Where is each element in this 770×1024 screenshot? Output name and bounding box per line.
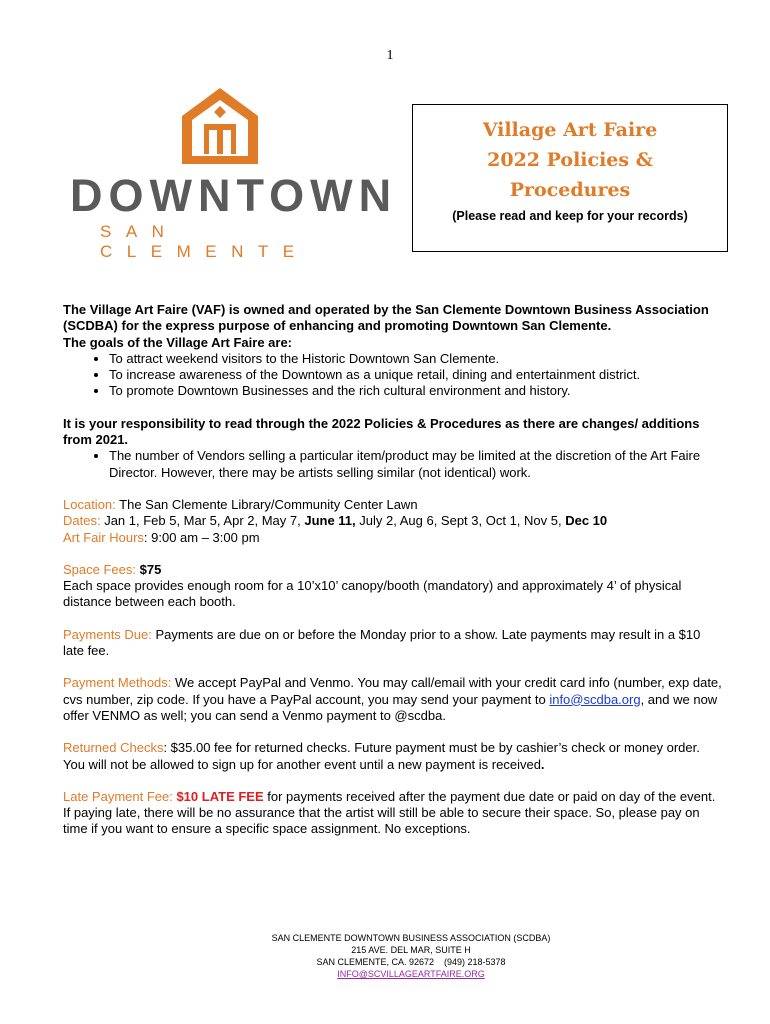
location-line: Location: The San Clemente Library/Community Center Lawn [63,496,418,512]
changes-list [63,448,723,481]
downtown-logo [70,88,398,261]
footer-email-link[interactable]: INFO@SCVILLAGEARTFAIRE.ORG [337,969,485,979]
email-link[interactable]: info@scdba.org [549,691,641,707]
list-item: • To attract weekend visitors to the Historic Downtown San Clemente. [109,351,723,367]
space-fees-line: Space Fees: $75 [63,561,162,577]
footer [0,932,770,980]
goals-list [63,351,723,400]
title-line-3: Procedures [509,179,631,201]
returned-checks: Returned Checks: $35.00 fee for returned checks. Future payment must be by cashier’s check or money order. You will not be allowed to sign up for another event until a new payment is received. [63,740,700,772]
policy-body [63,302,723,838]
footer-address: 215 AVE. DEL MAR, SUITE H [351,945,471,955]
goals-heading: The goals of the Village Art Faire are: [63,334,293,350]
title-box [412,104,728,252]
logo-sub: SAN CLEMENTE [100,222,309,261]
title-line-2: 2022 Policies & [487,149,653,171]
footer-org: SAN CLEMENTE DOWNTOWN BUSINESS ASSOCIATION (SCDBA) [271,933,551,943]
space-fees-text: Each space provides enough room for a 10’x10’ canopy/booth (mandatory) and approximately 4’ of physical distance between each booth. [63,578,682,610]
late-payment-fee: Late Payment Fee: $10 LATE FEE for payments received after the payment due date or paid on day of the event. If paying late, there will be no assurance that the artist will still be able to secure their space. So, please pay on time if you want to ensure a specific space assignment. No exceptions. [63,788,716,837]
page-title [413,115,727,205]
list-item: • To promote Downtown Businesses and the rich cultural environment and history. [109,383,723,399]
list-item: • The number of Vendors selling a particular item/product may be limited at the discretion of the Art Faire Director. However, there may be artists selling similar (not identical) work. [109,448,723,481]
dates-line: Dates: Jan 1, Feb 5, Mar 5, Apr 2, May 7, June 11, July 2, Aug 6, Sept 3, Oct 1, Nov 5, Dec 10 [63,513,608,529]
hours-line: Art Fair Hours: 9:00 am – 3:00 pm [63,529,260,545]
title-line-1: Village Art Faire [482,119,658,141]
building-icon [70,88,370,168]
payments-due: Payments Due: Payments are due on or before the Monday prior to a show. Late payments may result in a $10 late fee. [63,626,701,659]
list-item: • To increase awareness of the Downtown as a unique retail, dining and entertainment district. [109,367,723,383]
responsibility-note: It is your responsibility to read through the 2022 Policies & Procedures as there are changes/ additions from 2021. [63,415,700,448]
page-number: 1 [386,48,394,63]
footer-city-phone: SAN CLEMENTE, CA. 92672 (949) 218-5378 [316,957,506,967]
intro-paragraph: The Village Art Faire (VAF) is owned and operated by the San Clemente Downtown Business Association (SCDBA) for the express purpose of enhancing and promoting Downtown San Clemente. [63,302,709,334]
payment-methods: Payment Methods: We accept PayPal and Venmo. You may call/email with your credit card info (number, exp date, cvs number, zip code. If you have a PayPal account, you may send your payment to info@scdba.org, and we now offer VENMO as well; you can send a Venmo payment to @scdba. [63,675,722,723]
title-note: (Please read and keep for your records) [452,209,688,223]
logo-word: DOWNTOWN [70,170,398,221]
